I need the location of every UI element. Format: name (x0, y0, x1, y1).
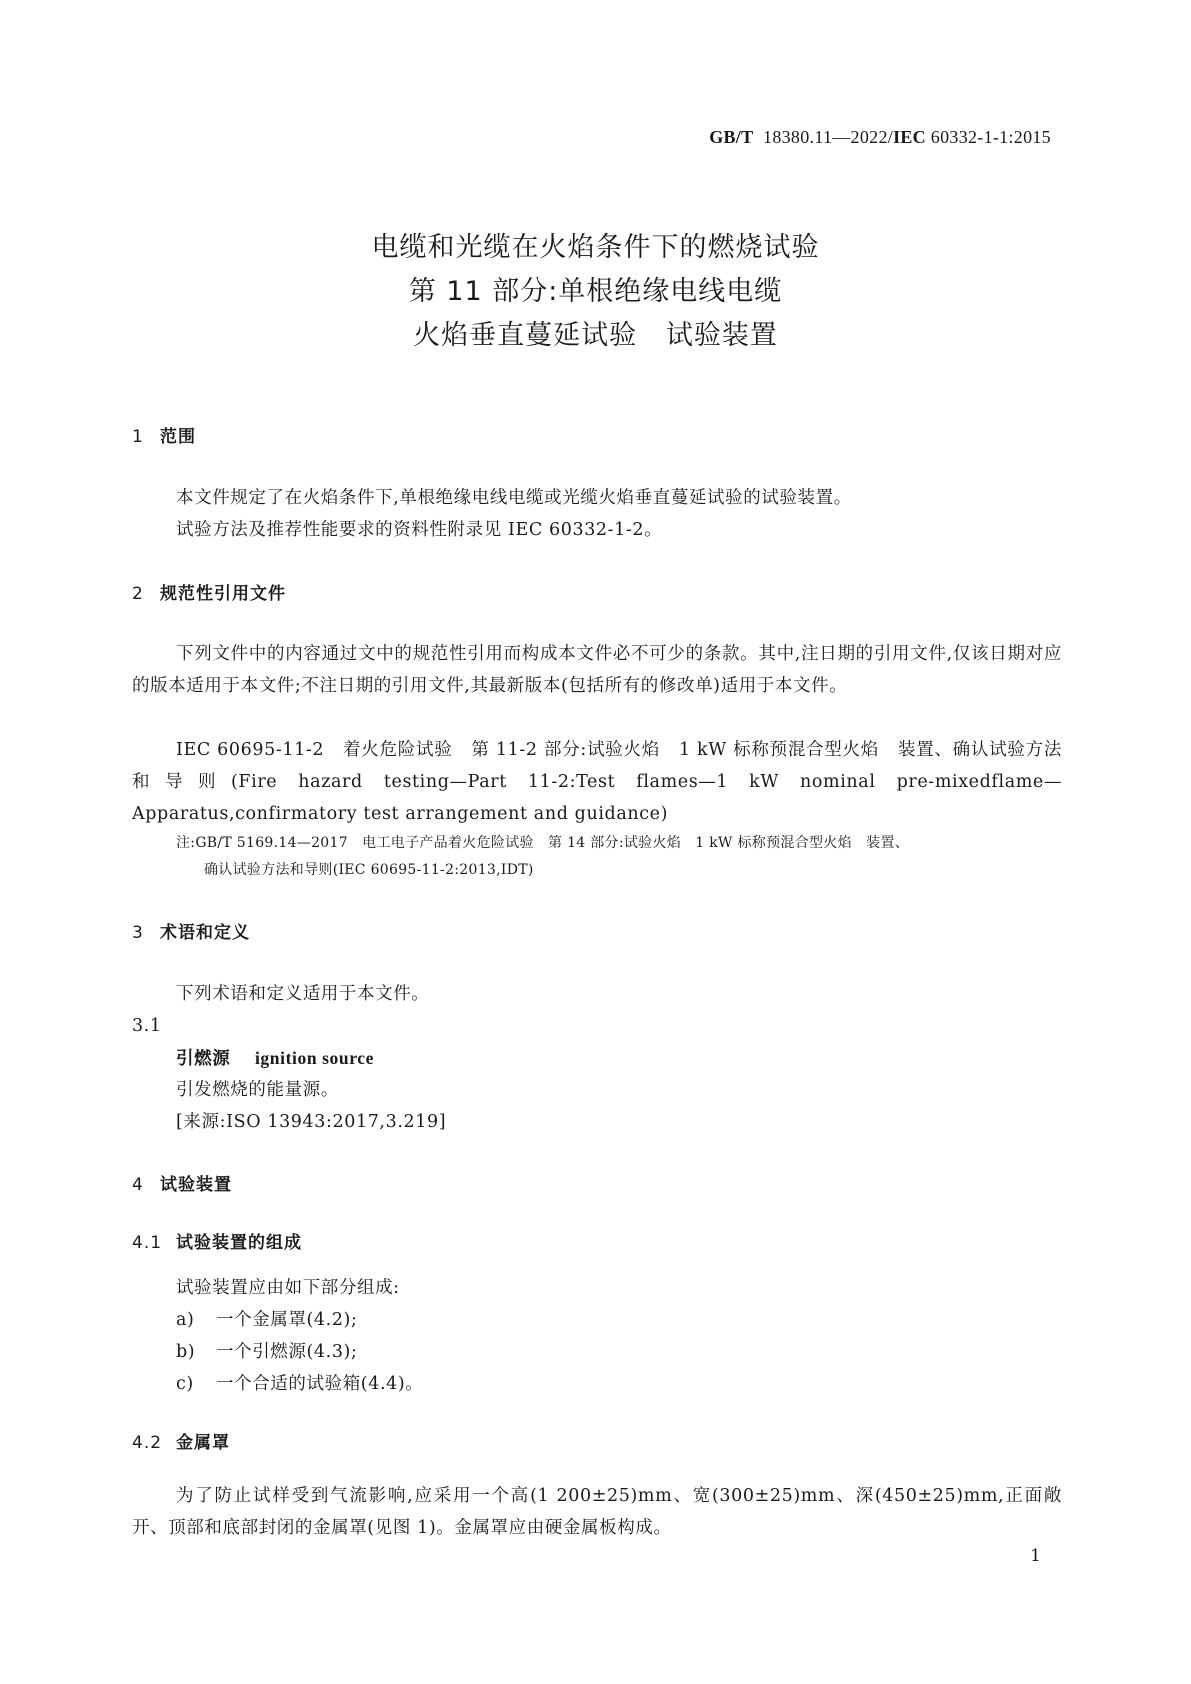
note-label: 注: (176, 835, 196, 851)
standard-number: GB/T 18380.11—2022/IEC 60332-1-1:2015 (709, 127, 1051, 147)
section-3-heading: 3 术语和定义 (132, 923, 250, 943)
section-3-para-1: 下列术语和定义适用于本文件。 (176, 984, 430, 1004)
term-source: [来源:ISO 13943:2017,3.219] (176, 1112, 447, 1132)
term-definition: 引发燃烧的能量源。 (176, 1080, 339, 1100)
list-item: b) 一个引燃源(4.3); (176, 1342, 358, 1362)
term-number: 3.1 (132, 1016, 162, 1036)
note-line-1: GB/T 5169.14—2017 电工电子产品着火危险试验 第 14 部分:试验火焰 1 kW 标称预混合型火焰 装置、 (195, 835, 910, 851)
page-number: 1 (1030, 1546, 1041, 1566)
normative-reference: IEC 60695-11-2 着火危险试验 第 11-2 部分:试验火焰 1 kW 标称预混合型火焰 装置、确认试验方法和导则(Fire hazard testing—Part 11-2:Test flames—1 kW nominal pre-mixedflame—Apparatus,confirmatory test arrangement and guidance) (132, 740, 1062, 824)
section-4-1-para: 试验装置应由如下部分组成: (176, 1278, 400, 1298)
section-1-para-2: 试验方法及推荐性能要求的资料性附录见 IEC 60332-1-2。 (176, 520, 663, 540)
section-2-para-1: 下列文件中的内容通过文中的规范性引用而构成本文件必不可少的条款。其中,注日期的引用文件,仅该日期对应的版本适用于本文件;不注日期的引用文件,其最新版本(包括所有的修改单)适用于本文件。 (132, 644, 1062, 696)
section-4-heading: 4 试验装置 (132, 1175, 232, 1195)
term-en: ignition source (254, 1048, 375, 1068)
reference-note (132, 830, 1062, 884)
section-4-2-heading: 4.2 金属罩 (132, 1433, 230, 1453)
document-title (0, 226, 1191, 358)
term-cn: 引燃源 (176, 1049, 231, 1069)
section-2-heading: 2 规范性引用文件 (132, 584, 286, 604)
section-4-1-heading: 4.1 试验装置的组成 (132, 1233, 302, 1253)
title-line-1: 电缆和光缆在火焰条件下的燃烧试验 (371, 232, 820, 263)
title-line-3: 火焰垂直蔓延试验 试验装置 (413, 320, 778, 351)
title-line-2: 第 11 部分:单根绝缘电线电缆 (408, 276, 783, 307)
section-1-heading: 1 范围 (132, 427, 196, 447)
section-1-para-1: 本文件规定了在火焰条件下,单根绝缘电线电缆或光缆火焰垂直蔓延试验的试验装置。 (176, 488, 852, 508)
note-line-2: 确认试验方法和导则(IEC 60695-11-2:2013,IDT) (204, 862, 534, 878)
list-item: a) 一个金属罩(4.2); (176, 1310, 358, 1330)
term-entry (132, 1042, 1106, 1075)
list-item: c) 一个合适的试验箱(4.4)。 (176, 1374, 424, 1394)
section-4-2-para: 为了防止试样受到气流影响,应采用一个高(1 200±25)mm、宽(300±25)mm、深(450±25)mm,正面敞开、顶部和底部封闭的金属罩(见图 1)。金属罩应由硬金属板构成。 (132, 1486, 1062, 1538)
